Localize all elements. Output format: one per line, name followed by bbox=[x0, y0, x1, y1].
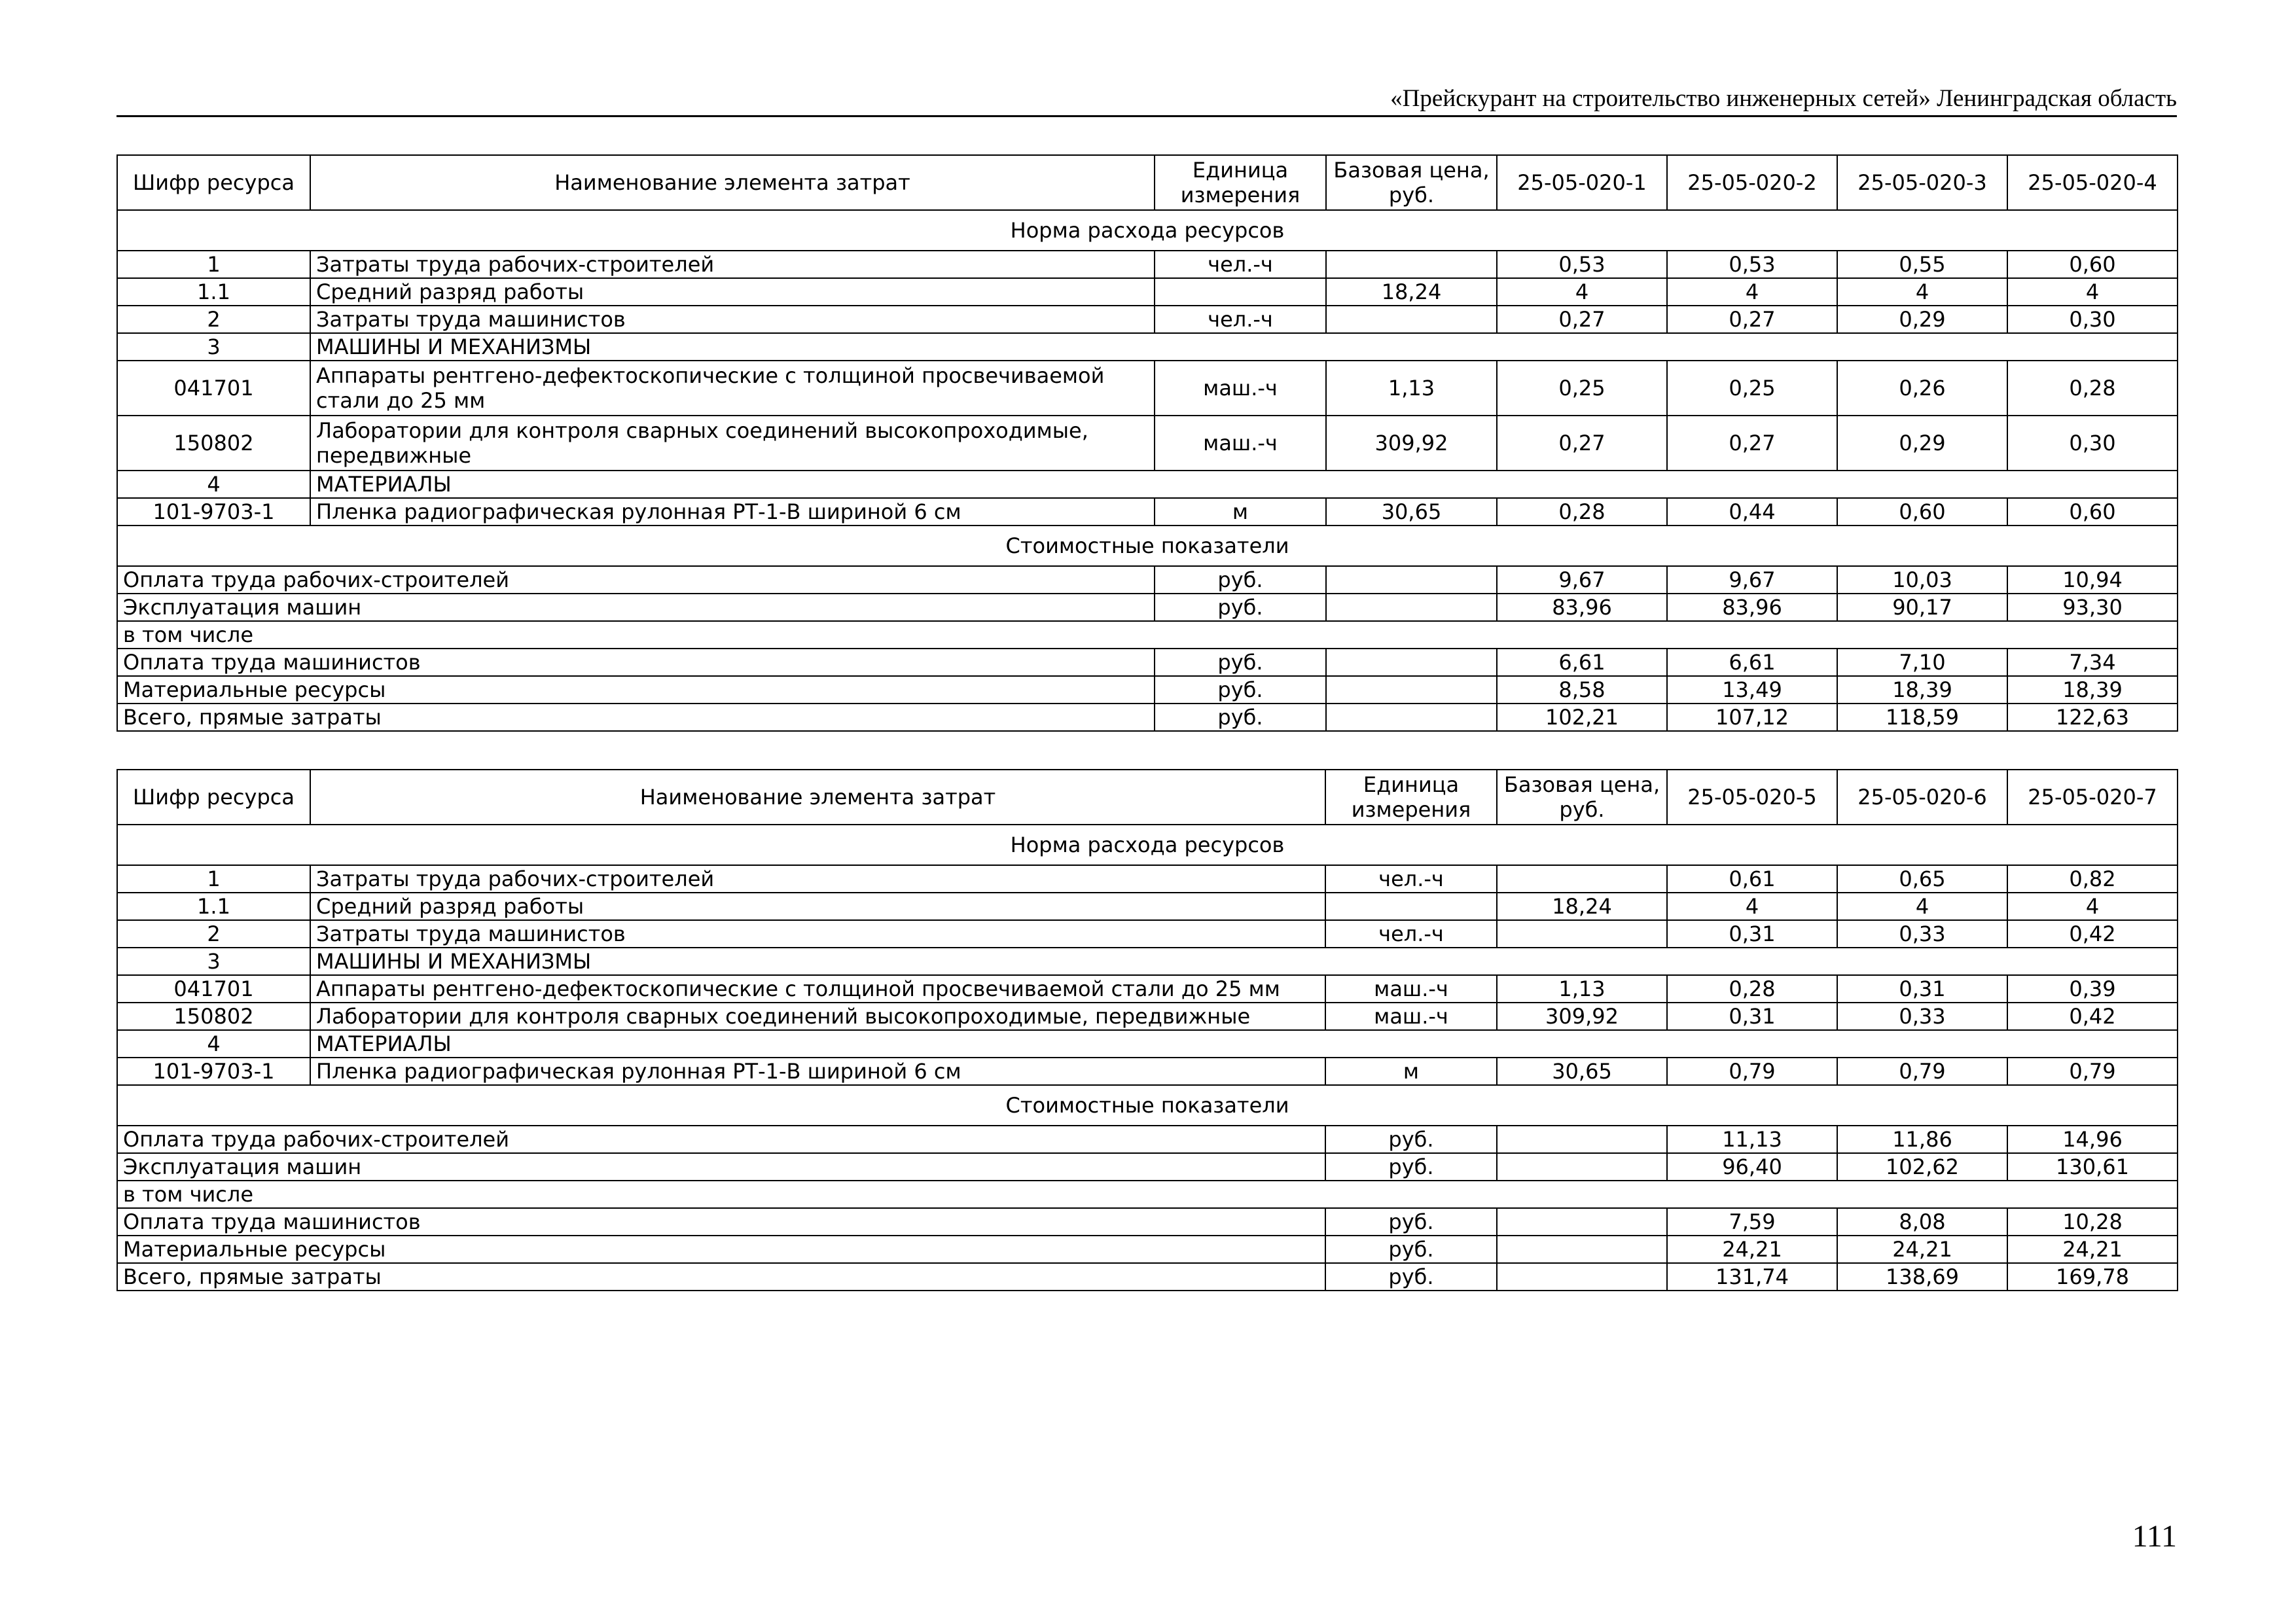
cell-value: 0,60 bbox=[2007, 251, 2178, 278]
cost-value: 24,21 bbox=[1837, 1236, 2007, 1263]
cost-value: 9,67 bbox=[1497, 566, 1667, 594]
cost-row bbox=[117, 1153, 2178, 1181]
cost-value: 130,61 bbox=[2007, 1153, 2178, 1181]
cell-code: 4 bbox=[117, 471, 310, 498]
cost-value: 10,03 bbox=[1837, 566, 2007, 594]
cell-value: 0,79 bbox=[1667, 1058, 1837, 1085]
cell-unit bbox=[1325, 893, 1497, 920]
cost-value: 122,63 bbox=[2007, 704, 2178, 731]
cost-price-empty bbox=[1326, 676, 1497, 704]
table-row bbox=[117, 306, 2178, 333]
cost-value: 8,58 bbox=[1497, 676, 1667, 704]
cell-value: 0,26 bbox=[1837, 361, 2007, 416]
table-row bbox=[117, 865, 2178, 893]
cost-value: 24,21 bbox=[2007, 1236, 2178, 1263]
cell-value: 0,33 bbox=[1837, 1003, 2007, 1030]
section-norms-label: Норма расхода ресурсов bbox=[117, 210, 2178, 251]
section-norms-label: Норма расхода ресурсов bbox=[117, 825, 2178, 865]
cost-name: Всего, прямые затраты bbox=[117, 704, 1155, 731]
cell-value: 0,31 bbox=[1837, 975, 2007, 1003]
cost-value: 10,94 bbox=[2007, 566, 2178, 594]
cost-name: Всего, прямые затраты bbox=[117, 1263, 1325, 1291]
cell-value: 0,53 bbox=[1667, 251, 1837, 278]
cost-value: 131,74 bbox=[1667, 1263, 1837, 1291]
cell-value: 0,39 bbox=[2007, 975, 2178, 1003]
cost-value: 90,17 bbox=[1837, 594, 2007, 621]
cell-value: 0,42 bbox=[2007, 920, 2178, 948]
cell-code: 2 bbox=[117, 306, 310, 333]
cost-price-empty bbox=[1326, 594, 1497, 621]
group-row bbox=[117, 471, 2178, 498]
table-row bbox=[117, 920, 2178, 948]
cost-row-total bbox=[117, 1263, 2178, 1291]
cell-value: 0,31 bbox=[1667, 920, 1837, 948]
cost-value: 96,40 bbox=[1667, 1153, 1837, 1181]
price-table-2 bbox=[117, 769, 2178, 1291]
cost-value: 18,39 bbox=[1837, 676, 2007, 704]
document-header-title: «Прейскурант на строительство инженерных сетей» Ленинградская область bbox=[1390, 85, 2177, 112]
cost-row bbox=[117, 1126, 2178, 1153]
cell-value: 0,27 bbox=[1497, 416, 1667, 471]
cost-value: 14,96 bbox=[2007, 1126, 2178, 1153]
cell-name: Затраты труда рабочих-строителей bbox=[310, 865, 1325, 893]
cell-value: 4 bbox=[1837, 278, 2007, 306]
cost-subheading: в том числе bbox=[117, 621, 2178, 649]
section-row bbox=[117, 1085, 2178, 1126]
cell-unit: м bbox=[1155, 498, 1326, 526]
cell-name: Аппараты рентгено-дефектоскопические с толщиной просвечиваемой стали до 25 мм bbox=[310, 361, 1155, 416]
cell-price bbox=[1497, 920, 1667, 948]
header-rule bbox=[117, 115, 2177, 117]
cell-value: 0,28 bbox=[2007, 361, 2178, 416]
cost-name: Эксплуатация машин bbox=[117, 594, 1155, 621]
cost-unit: руб. bbox=[1155, 676, 1326, 704]
cell-code: 150802 bbox=[117, 1003, 310, 1030]
cell-code: 1.1 bbox=[117, 278, 310, 306]
cost-value: 11,86 bbox=[1837, 1126, 2007, 1153]
cell-code: 041701 bbox=[117, 975, 310, 1003]
cell-price: 30,65 bbox=[1497, 1058, 1667, 1085]
cell-value: 4 bbox=[1837, 893, 2007, 920]
cell-value: 0,29 bbox=[1837, 306, 2007, 333]
cell-unit: чел.-ч bbox=[1155, 251, 1326, 278]
cell-code: 1 bbox=[117, 865, 310, 893]
cell-code: 101-9703-1 bbox=[117, 1058, 310, 1085]
cost-unit: руб. bbox=[1325, 1208, 1497, 1236]
group-label: МАШИНЫ И МЕХАНИЗМЫ bbox=[310, 948, 2178, 975]
cost-price-empty bbox=[1326, 566, 1497, 594]
cell-price bbox=[1326, 306, 1497, 333]
col-header-rate: 25-05-020-5 bbox=[1667, 770, 1837, 825]
cost-row bbox=[117, 594, 2178, 621]
group-row bbox=[117, 948, 2178, 975]
cell-value: 0,27 bbox=[1667, 306, 1837, 333]
cell-value: 0,53 bbox=[1497, 251, 1667, 278]
cost-value: 83,96 bbox=[1497, 594, 1667, 621]
cost-value: 83,96 bbox=[1667, 594, 1837, 621]
cost-value: 13,49 bbox=[1667, 676, 1837, 704]
cost-value: 138,69 bbox=[1837, 1263, 2007, 1291]
cell-code: 101-9703-1 bbox=[117, 498, 310, 526]
cost-price-empty bbox=[1326, 704, 1497, 731]
group-label: МАТЕРИАЛЫ bbox=[310, 1030, 2178, 1058]
cell-name: Средний разряд работы bbox=[310, 278, 1155, 306]
cell-price bbox=[1497, 865, 1667, 893]
table-row bbox=[117, 416, 2178, 471]
col-header-name: Наименование элемента затрат bbox=[310, 155, 1155, 210]
cost-name: Материальные ресурсы bbox=[117, 676, 1155, 704]
section-row bbox=[117, 210, 2178, 251]
cell-value: 4 bbox=[1497, 278, 1667, 306]
cost-row bbox=[117, 1208, 2178, 1236]
cost-value: 7,10 bbox=[1837, 649, 2007, 676]
cell-name: Средний разряд работы bbox=[310, 893, 1325, 920]
cell-code: 1 bbox=[117, 251, 310, 278]
cost-name: Оплата труда рабочих-строителей bbox=[117, 1126, 1325, 1153]
cell-unit: м bbox=[1325, 1058, 1497, 1085]
cell-value: 0,55 bbox=[1837, 251, 2007, 278]
table-header-row bbox=[117, 770, 2178, 825]
cell-name: Затраты труда рабочих-строителей bbox=[310, 251, 1155, 278]
cost-value: 102,21 bbox=[1497, 704, 1667, 731]
col-header-name: Наименование элемента затрат bbox=[310, 770, 1325, 825]
section-costs-label: Стоимостные показатели bbox=[117, 1085, 2178, 1126]
col-header-rate: 25-05-020-4 bbox=[2007, 155, 2178, 210]
col-header-rate: 25-05-020-3 bbox=[1837, 155, 2007, 210]
cost-name: Оплата труда машинистов bbox=[117, 1208, 1325, 1236]
cost-price-empty bbox=[1497, 1126, 1667, 1153]
cell-price bbox=[1326, 251, 1497, 278]
cell-value: 0,42 bbox=[2007, 1003, 2178, 1030]
cell-value: 0,27 bbox=[1667, 416, 1837, 471]
col-header-rate: 25-05-020-7 bbox=[2007, 770, 2178, 825]
cost-value: 7,59 bbox=[1667, 1208, 1837, 1236]
cell-value: 0,25 bbox=[1497, 361, 1667, 416]
col-header-code: Шифр ресурса bbox=[117, 155, 310, 210]
table-row bbox=[117, 893, 2178, 920]
cell-value: 0,44 bbox=[1667, 498, 1837, 526]
cost-row-subheading bbox=[117, 1181, 2178, 1208]
cell-code: 150802 bbox=[117, 416, 310, 471]
cost-unit: руб. bbox=[1325, 1153, 1497, 1181]
cell-price: 18,24 bbox=[1326, 278, 1497, 306]
cell-value: 0,79 bbox=[2007, 1058, 2178, 1085]
cell-value: 0,61 bbox=[1667, 865, 1837, 893]
group-row bbox=[117, 1030, 2178, 1058]
cost-price-empty bbox=[1497, 1263, 1667, 1291]
table-header-row bbox=[117, 155, 2178, 210]
cost-row-subheading bbox=[117, 621, 2178, 649]
cost-value: 107,12 bbox=[1667, 704, 1837, 731]
cost-unit: руб. bbox=[1325, 1126, 1497, 1153]
cost-name: Материальные ресурсы bbox=[117, 1236, 1325, 1263]
col-header-code: Шифр ресурса bbox=[117, 770, 310, 825]
table-row bbox=[117, 1003, 2178, 1030]
cell-code: 3 bbox=[117, 948, 310, 975]
cost-value: 169,78 bbox=[2007, 1263, 2178, 1291]
cell-unit: маш.-ч bbox=[1325, 1003, 1497, 1030]
cell-code: 3 bbox=[117, 333, 310, 361]
col-header-unit: Единица измерения bbox=[1155, 155, 1326, 210]
cost-name: Оплата труда рабочих-строителей bbox=[117, 566, 1155, 594]
cell-price: 1,13 bbox=[1326, 361, 1497, 416]
cell-value: 0,60 bbox=[1837, 498, 2007, 526]
cost-value: 9,67 bbox=[1667, 566, 1837, 594]
cell-value: 0,82 bbox=[2007, 865, 2178, 893]
cell-value: 4 bbox=[1667, 278, 1837, 306]
cell-value: 0,28 bbox=[1667, 975, 1837, 1003]
cell-unit: чел.-ч bbox=[1325, 920, 1497, 948]
cell-value: 4 bbox=[2007, 278, 2178, 306]
cell-code: 041701 bbox=[117, 361, 310, 416]
cell-code: 4 bbox=[117, 1030, 310, 1058]
col-header-rate: 25-05-020-6 bbox=[1837, 770, 2007, 825]
cell-price: 309,92 bbox=[1326, 416, 1497, 471]
cost-unit: руб. bbox=[1155, 704, 1326, 731]
cell-name: Затраты труда машинистов bbox=[310, 920, 1325, 948]
cost-value: 93,30 bbox=[2007, 594, 2178, 621]
cell-price: 309,92 bbox=[1497, 1003, 1667, 1030]
cell-value: 0,31 bbox=[1667, 1003, 1837, 1030]
group-label: МАШИНЫ И МЕХАНИЗМЫ bbox=[310, 333, 2178, 361]
cell-price: 1,13 bbox=[1497, 975, 1667, 1003]
cost-row bbox=[117, 649, 2178, 676]
cell-name: Лаборатории для контроля сварных соединений высокопроходимые, передвижные bbox=[310, 1003, 1325, 1030]
table-row bbox=[117, 361, 2178, 416]
cell-value: 0,33 bbox=[1837, 920, 2007, 948]
table-row bbox=[117, 498, 2178, 526]
cost-row bbox=[117, 1236, 2178, 1263]
table-row bbox=[117, 278, 2178, 306]
cost-value: 8,08 bbox=[1837, 1208, 2007, 1236]
cell-name: Пленка радиографическая рулонная РТ-1-В шириной 6 см bbox=[310, 498, 1155, 526]
cost-price-empty bbox=[1497, 1208, 1667, 1236]
cell-unit: чел.-ч bbox=[1155, 306, 1326, 333]
page-number: 111 bbox=[2132, 1519, 2177, 1554]
section-row bbox=[117, 526, 2178, 566]
cell-value: 0,60 bbox=[2007, 498, 2178, 526]
section-row bbox=[117, 825, 2178, 865]
col-header-price: Базовая цена, руб. bbox=[1326, 155, 1497, 210]
group-row bbox=[117, 333, 2178, 361]
cost-value: 18,39 bbox=[2007, 676, 2178, 704]
cost-value: 11,13 bbox=[1667, 1126, 1837, 1153]
cell-value: 4 bbox=[2007, 893, 2178, 920]
table-row bbox=[117, 1058, 2178, 1085]
cost-price-empty bbox=[1326, 649, 1497, 676]
cost-unit: руб. bbox=[1155, 594, 1326, 621]
cost-value: 118,59 bbox=[1837, 704, 2007, 731]
cell-unit: маш.-ч bbox=[1155, 361, 1326, 416]
cell-value: 0,27 bbox=[1497, 306, 1667, 333]
cell-code: 1.1 bbox=[117, 893, 310, 920]
cell-unit: маш.-ч bbox=[1155, 416, 1326, 471]
cost-value: 6,61 bbox=[1667, 649, 1837, 676]
cell-unit bbox=[1155, 278, 1326, 306]
cost-name: Эксплуатация машин bbox=[117, 1153, 1325, 1181]
cell-price: 18,24 bbox=[1497, 893, 1667, 920]
cost-value: 7,34 bbox=[2007, 649, 2178, 676]
cell-code: 2 bbox=[117, 920, 310, 948]
cost-row bbox=[117, 676, 2178, 704]
cost-unit: руб. bbox=[1155, 649, 1326, 676]
cell-value: 0,79 bbox=[1837, 1058, 2007, 1085]
table-row bbox=[117, 975, 2178, 1003]
cell-price: 30,65 bbox=[1326, 498, 1497, 526]
cost-unit: руб. bbox=[1155, 566, 1326, 594]
cell-value: 0,25 bbox=[1667, 361, 1837, 416]
table-row bbox=[117, 251, 2178, 278]
cell-unit: маш.-ч bbox=[1325, 975, 1497, 1003]
cell-value: 0,65 bbox=[1837, 865, 2007, 893]
cost-price-empty bbox=[1497, 1153, 1667, 1181]
cell-name: Пленка радиографическая рулонная РТ-1-В шириной 6 см bbox=[310, 1058, 1325, 1085]
cost-unit: руб. bbox=[1325, 1236, 1497, 1263]
cost-row bbox=[117, 566, 2178, 594]
col-header-unit: Единица измерения bbox=[1325, 770, 1497, 825]
cell-name: Лаборатории для контроля сварных соединений высокопроходимые, передвижные bbox=[310, 416, 1155, 471]
cost-name: Оплата труда машинистов bbox=[117, 649, 1155, 676]
cost-value: 24,21 bbox=[1667, 1236, 1837, 1263]
group-label: МАТЕРИАЛЫ bbox=[310, 471, 2178, 498]
cost-unit: руб. bbox=[1325, 1263, 1497, 1291]
cell-value: 0,30 bbox=[2007, 306, 2178, 333]
cell-value: 4 bbox=[1667, 893, 1837, 920]
col-header-rate: 25-05-020-1 bbox=[1497, 155, 1667, 210]
cell-name: Затраты труда машинистов bbox=[310, 306, 1155, 333]
cell-value: 0,28 bbox=[1497, 498, 1667, 526]
cell-unit: чел.-ч bbox=[1325, 865, 1497, 893]
col-header-price: Базовая цена, руб. bbox=[1497, 770, 1667, 825]
cost-row-total bbox=[117, 704, 2178, 731]
cell-value: 0,30 bbox=[2007, 416, 2178, 471]
section-costs-label: Стоимостные показатели bbox=[117, 526, 2178, 566]
price-table-1 bbox=[117, 154, 2178, 732]
cost-value: 6,61 bbox=[1497, 649, 1667, 676]
cell-value: 0,29 bbox=[1837, 416, 2007, 471]
cell-name: Аппараты рентгено-дефектоскопические с толщиной просвечиваемой стали до 25 мм bbox=[310, 975, 1325, 1003]
cost-price-empty bbox=[1497, 1236, 1667, 1263]
col-header-rate: 25-05-020-2 bbox=[1667, 155, 1837, 210]
cost-value: 10,28 bbox=[2007, 1208, 2178, 1236]
cost-value: 102,62 bbox=[1837, 1153, 2007, 1181]
cost-subheading: в том числе bbox=[117, 1181, 2178, 1208]
